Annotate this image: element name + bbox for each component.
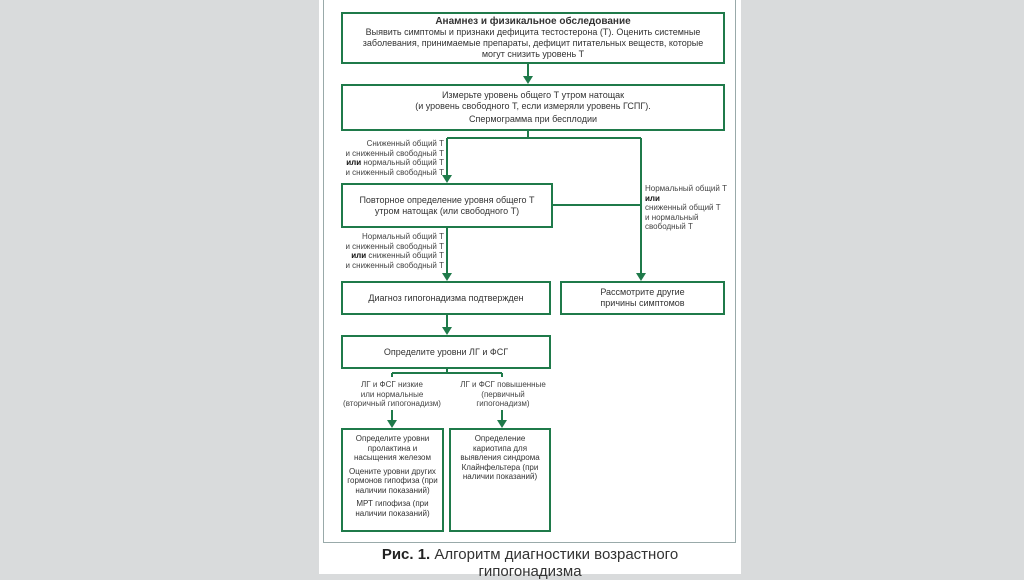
arrowhead [523, 76, 533, 84]
label-normal-t [645, 184, 735, 232]
label-line: и сниженный свободный Т [345, 241, 444, 251]
label-or: или [351, 251, 367, 260]
label-secondary [337, 380, 447, 409]
box-anamnesis [341, 12, 725, 64]
label-confirm [330, 232, 444, 270]
label-line: Сниженный общий Т [366, 139, 444, 148]
box-text: Измерьте уровень общего Т утром натощак [441, 90, 625, 100]
box-diagnosis-confirmed [341, 281, 551, 315]
figure-caption [330, 546, 730, 580]
box-other-causes [560, 281, 725, 315]
label-or: или [346, 158, 362, 167]
label-line: (первичный [481, 389, 525, 399]
label-low-t [330, 139, 444, 177]
box-text: Определите уровни ЛГ и ФСГ [383, 346, 509, 357]
box-text: Повторное определение уровня общего Т утром натощак (или свободного Т) [359, 194, 535, 216]
label-line: и нормальный [645, 212, 699, 222]
label-line: сниженный общий Т [368, 251, 444, 260]
label-line: ЛГ и ФСГ низкие [361, 380, 423, 389]
box-karyotype [449, 428, 551, 532]
box-text: МРТ гипофиза (при наличии показаний) [355, 499, 430, 518]
box-title: Анамнез и физикальное обследование [435, 16, 631, 27]
label-or: или [645, 193, 660, 203]
box-lh-fsh [341, 335, 551, 369]
label-line: или нормальные [360, 389, 424, 399]
label-line: ЛГ и ФСГ повышенные [460, 380, 546, 389]
label-line: и сниженный свободный Т [345, 167, 444, 177]
box-text: Оцените уровни других гормонов гипофиза (при наличии показаний) [347, 466, 438, 495]
label-line: нормальный общий Т [363, 158, 444, 167]
box-text: Спермограмма при бесплодии [468, 114, 598, 124]
label-line: Нормальный общий Т [362, 232, 444, 241]
box-measure-t [341, 84, 725, 131]
arrowhead [497, 420, 507, 428]
caption-prefix: Рис. 1. [381, 546, 431, 563]
arrowhead [442, 327, 452, 335]
label-line: сниженный общий Т [645, 203, 721, 212]
label-line: и сниженный свободный Т [345, 260, 444, 270]
arrowhead [442, 273, 452, 281]
label-line: и сниженный свободный Т [345, 148, 444, 158]
box-text: Определение кариотипа для выявления синдрома Клайнфельтера (при наличии показаний) [460, 434, 540, 481]
label-line: (вторичный гипогонадизм) [343, 399, 441, 408]
label-line: Нормальный общий Т [645, 184, 727, 193]
box-text: Диагноз гипогонадизма подтвержден [368, 292, 524, 303]
caption-text: Алгоритм диагностики возрастного гипогонадизма [434, 546, 679, 580]
box-text: Рассмотрите другие причины симптомов [600, 287, 685, 308]
box-secondary-workup [341, 428, 444, 532]
arrowhead [636, 273, 646, 281]
box-text: Определите уровни пролактина и насыщения железом [353, 434, 431, 462]
box-text: (и уровень свободного Т, если измеряли уровень ГСПГ). [415, 101, 651, 111]
label-line: свободный Т [645, 222, 693, 231]
label-line: гипогонадизм) [476, 399, 530, 408]
box-text: Выявить симптомы и признаки дефицита тестостерона (Т). Оценить системные заболевания, принимаемые препараты, дефицит питательных веществ, которые могут снизить уровень Т [362, 27, 704, 59]
box-repeat-measure [341, 183, 553, 228]
arrowhead [387, 420, 397, 428]
label-primary [450, 380, 556, 409]
